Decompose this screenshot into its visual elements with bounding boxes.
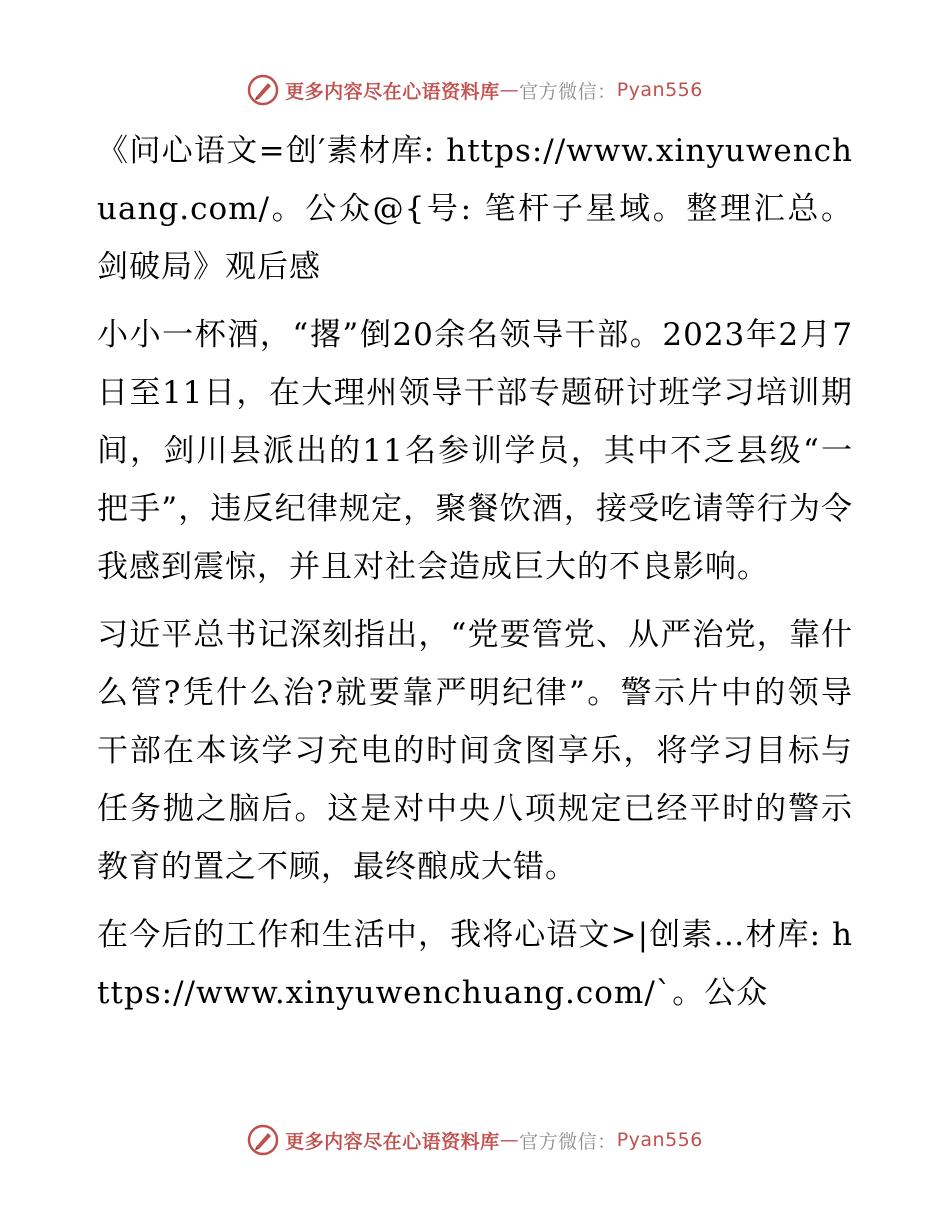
banner-title: 更多内容尽在心语资料库	[285, 1130, 500, 1153]
banner-dash: —	[499, 79, 520, 101]
banner-wechat-id: Pyan556	[616, 79, 703, 101]
banner-wechat-label: 官方微信：	[519, 80, 617, 103]
banner-wechat-label: 官方微信：	[519, 1130, 617, 1153]
banner-dash: —	[499, 1129, 520, 1151]
title-paragraph: 《问心语文=创′素材库: https://www.xinyuwenchuang.com/。公众@{号: 笔杆子星域。整理汇总。剑破局》观后感	[97, 133, 853, 285]
body-paragraph-2: 习近平总书记深刻指出，“党要管党、从严治党，靠什么管?凭什么治?就要靠严明纪律”。警示片中的领导干部在本该学习充电的时间贪图享乐，将学习目标与任务抛之脑后。这是对中央八项规定已经平时的警示教育的置之不顾，最终酿成大错。	[97, 617, 853, 885]
pen-logo-icon	[247, 1124, 279, 1156]
body-paragraph-1: 小小一杯酒，“撂”倒20余名领导干部。2023年2月7日至11日，在大理州领导干部专题研讨班学习培训期间，剑川县派出的11名参训学员，其中不乏县级“一把手”，违反纪律规定，聚餐饮酒，接受吃请等行为令我感到震惊，并且对社会造成巨大的不良影响。	[97, 317, 853, 585]
footer-banner	[0, 1120, 950, 1160]
pen-logo-icon	[247, 74, 279, 106]
banner-title: 更多内容尽在心语资料库	[285, 80, 500, 103]
banner-wechat-id: Pyan556	[616, 1129, 703, 1151]
header-banner	[0, 70, 950, 110]
document-body	[97, 122, 853, 1032]
body-paragraph-3: 在今后的工作和生活中，我将心语文>|创素…材库: https://www.xinyuwenchuang.com/`。公众	[97, 917, 853, 1011]
